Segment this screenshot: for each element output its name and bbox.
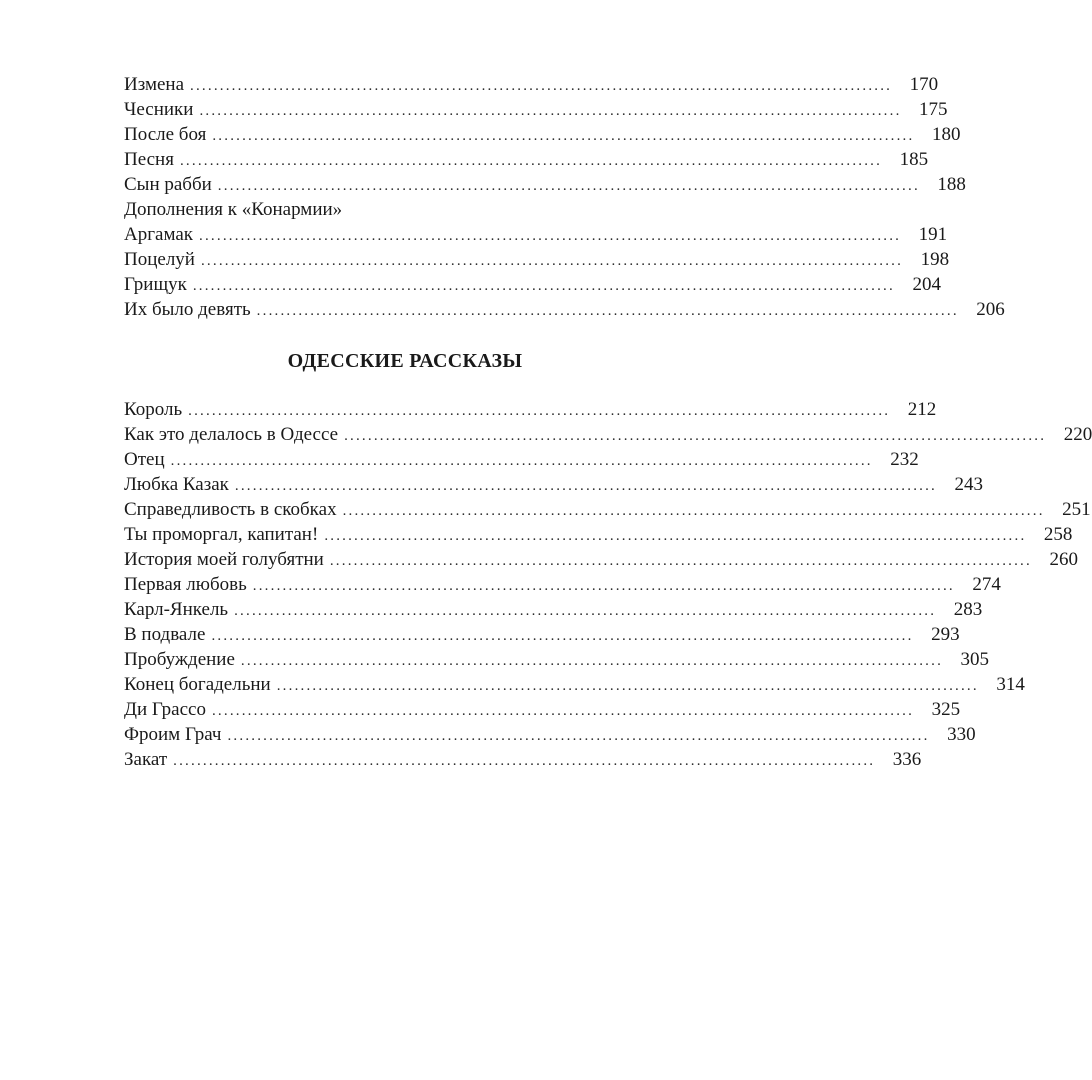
toc-section-two [124, 397, 1092, 772]
toc-entry-page: 185 [899, 149, 929, 170]
dot-leader: ...................................................................................................................... [252, 578, 955, 594]
dot-leader: ...................................................................................................................... [200, 253, 904, 269]
toc-entry-page: 188 [937, 174, 966, 195]
toc-entry [124, 472, 984, 497]
dot-leader: ...................................................................................................................... [179, 153, 883, 169]
toc-entry [124, 497, 1091, 522]
toc-entry-page: 175 [919, 99, 948, 120]
dot-leader: ...................................................................................................................... [212, 128, 915, 144]
toc-entry-title: Фроим Грач [124, 724, 222, 745]
toc-entry-title: Поцелуй [124, 249, 195, 270]
toc-entry-title: Аргамак [124, 224, 194, 245]
toc-entry-page: 243 [954, 474, 984, 495]
toc-entry [124, 647, 990, 672]
dot-leader: ...................................................................................................................... [234, 478, 938, 494]
toc-entry [124, 422, 1092, 447]
dot-leader: ...................................................................................................................... [211, 628, 914, 644]
toc-entry-page: 283 [953, 599, 983, 620]
toc-entry-page: 220 [1063, 424, 1092, 445]
toc-section-one [124, 72, 1005, 322]
toc-entry-title: Ты проморгал, капитан! [124, 524, 319, 545]
toc-entry-page: 180 [931, 124, 961, 145]
toc-entry [124, 222, 948, 247]
dot-leader: ...................................................................................................................... [342, 503, 1045, 519]
dot-leader: ...................................................................................................................... [199, 228, 902, 244]
toc-entry-title: В подвале [124, 624, 206, 645]
toc-entry-page: 232 [890, 449, 919, 470]
toc-entry [124, 572, 1001, 597]
toc-entry-title: Сын рабби [124, 174, 212, 195]
toc-entry-title: Грищук [124, 274, 187, 295]
toc-entry-page: 336 [892, 749, 922, 770]
dot-leader: ...................................................................................................................... [227, 728, 930, 744]
toc-entry-page: 198 [920, 249, 950, 270]
dot-leader: ...................................................................................................................... [173, 753, 876, 769]
dot-leader: ...................................................................................................................... [188, 403, 891, 419]
toc-entry [124, 522, 1073, 547]
toc-entry-page: 251 [1062, 499, 1091, 520]
toc-entry [124, 697, 961, 722]
dot-leader: ...................................................................................................................... [190, 78, 893, 94]
toc-entry-title: Любка Казак [124, 474, 229, 495]
toc-entry-title: Король [124, 399, 183, 420]
toc-entry-page: 170 [909, 74, 939, 95]
dot-leader: ...................................................................................................................... [192, 278, 895, 294]
toc-subheading: Дополнения к «Конармии» [124, 199, 343, 220]
toc-entry-title: Пробуждение [124, 649, 235, 670]
toc-entry [124, 747, 922, 772]
toc-entry-page: 258 [1043, 524, 1073, 545]
toc-entry [124, 722, 976, 747]
dot-leader: ...................................................................................................................... [276, 678, 979, 694]
toc-entry-page: 191 [918, 224, 948, 245]
toc-entry-title: После боя [124, 124, 207, 145]
toc-entry-page: 274 [972, 574, 1001, 595]
dot-leader: ...................................................................................................................... [211, 703, 915, 719]
toc-entry-page: 212 [907, 399, 937, 420]
dot-leader: ...................................................................................................................... [170, 453, 873, 469]
toc-entry-title: Первая любовь [124, 574, 247, 595]
dot-leader: ...................................................................................................................... [240, 653, 944, 669]
toc-entry [124, 72, 939, 97]
toc-entry [124, 622, 960, 647]
toc-entry [124, 147, 929, 172]
toc-entry [124, 597, 983, 622]
dot-leader: ...................................................................................................................... [256, 303, 959, 319]
dot-leader: ...................................................................................................................... [217, 178, 920, 194]
toc-entry-page: 204 [912, 274, 941, 295]
toc-entry-page: 206 [976, 299, 1005, 320]
toc-entry-page: 305 [960, 649, 990, 670]
toc-entry [124, 97, 948, 122]
section-heading: ОДЕССКИЕ РАССКАЗЫ [287, 350, 523, 372]
dot-leader: ...................................................................................................................... [324, 528, 1027, 544]
toc-entry-page: 314 [996, 674, 1025, 695]
toc-entry-title: Как это делалось в Одессе [124, 424, 339, 445]
toc-entry [124, 672, 1025, 697]
toc-entry-title: Закат [124, 749, 168, 770]
toc-entry-title: Измена [124, 74, 185, 95]
toc-entry-title: Справедливость в скобках [124, 499, 337, 520]
dot-leader: ...................................................................................................................... [344, 428, 1047, 444]
toc-entry [124, 122, 961, 147]
toc-entry [124, 547, 1078, 572]
toc-entry-title: Их было девять [124, 299, 251, 320]
toc-entry-title: Чесники [124, 99, 194, 120]
toc-entry-title: История моей голубятни [124, 549, 324, 570]
dot-leader: ...................................................................................................................... [199, 103, 902, 119]
toc-entry-title: Конец богадельни [124, 674, 271, 695]
toc-entry-page: 260 [1049, 549, 1078, 570]
toc-entry [124, 397, 937, 422]
toc-entry-page: 325 [931, 699, 961, 720]
toc-entry [124, 247, 950, 272]
toc-entry [124, 272, 941, 297]
toc-entry [124, 172, 966, 197]
toc-entry-title: Ди Грассо [124, 699, 206, 720]
dot-leader: ...................................................................................................................... [329, 553, 1032, 569]
toc-entry-page: 330 [947, 724, 976, 745]
toc-entry-title: Карл-Янкель [124, 599, 229, 620]
toc-entry-title: Отец [124, 449, 165, 470]
dot-leader: ...................................................................................................................... [234, 603, 937, 619]
toc-entry [124, 297, 1005, 322]
toc-entry [124, 447, 919, 472]
toc-entry-page: 293 [931, 624, 960, 645]
toc-entry-title: Песня [124, 149, 174, 170]
